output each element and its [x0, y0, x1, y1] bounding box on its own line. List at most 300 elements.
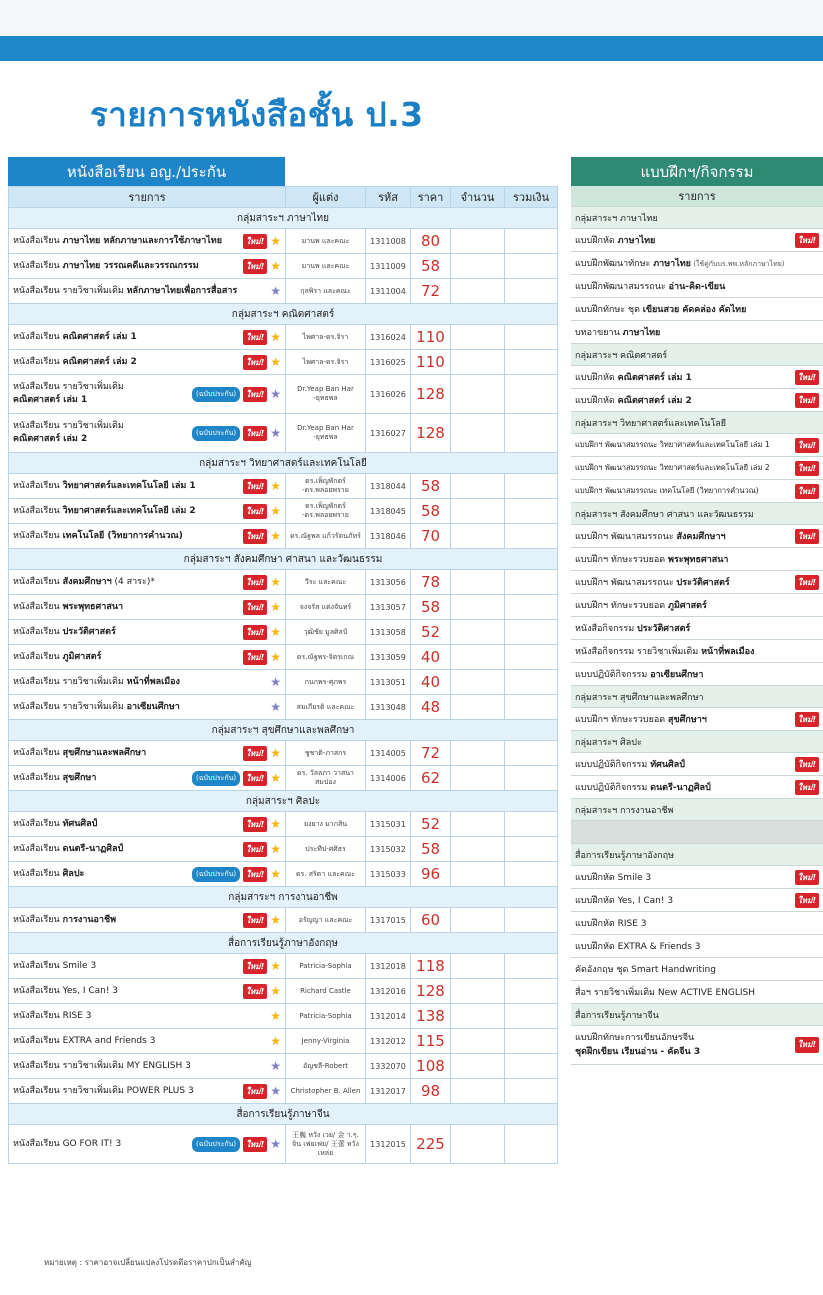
item-content	[575, 712, 819, 727]
item-subject: ประวัติศาสตร์	[637, 624, 691, 634]
quantity-cell[interactable]	[451, 620, 505, 645]
price-cell: 98	[411, 1079, 451, 1104]
author-cell: Patricia-Sophia	[286, 1004, 366, 1029]
code-cell: 1311004	[366, 279, 411, 304]
new-badge: ใหม่!	[243, 575, 267, 590]
new-badge: ใหม่!	[243, 842, 267, 857]
item-title	[575, 370, 692, 384]
item-prefix: หนังสือเรียน รายวิชาเพิ่มเติม MY ENGLISH 3	[13, 1060, 191, 1071]
item-content	[13, 1137, 281, 1152]
star-icon: ★	[270, 700, 281, 714]
price-cell: 72	[411, 279, 451, 304]
item-title	[575, 485, 759, 497]
list-item	[571, 708, 823, 731]
group-row	[9, 791, 558, 812]
item-prefix: คัดอังกฤษ ชุด Smart Handwriting	[575, 965, 716, 975]
item-tags	[243, 529, 281, 544]
group-title: กลุ่มสาระฯ การงานอาชีพ	[9, 887, 558, 908]
author-cell: ดร. วัลลภา วาสนาสมปอง	[286, 766, 366, 791]
group-row	[9, 720, 558, 741]
price-cell: 78	[411, 570, 451, 595]
quantity-cell[interactable]	[451, 695, 505, 720]
new-badge: ใหม่!	[795, 893, 819, 908]
new-badge: ใหม่!	[243, 913, 267, 928]
total-cell[interactable]	[505, 766, 558, 791]
item-title	[13, 331, 137, 344]
item-cell	[9, 1004, 286, 1029]
list-item	[571, 252, 823, 275]
author-cell: ชูชาติ-ภาสกร	[286, 741, 366, 766]
item-prefix: แบบฝึกหัด	[575, 373, 615, 383]
item-prefix: หนังสือเรียน รายวิชาเพิ่มเติม	[13, 701, 124, 712]
item-subject: ทัศนศิลป์	[650, 760, 685, 770]
item-cell	[571, 275, 823, 298]
col-item: รายการ	[9, 187, 286, 208]
item-subject: ทัศนศิลป์	[62, 818, 98, 829]
item-title	[13, 260, 199, 273]
author-cell: มานพ และคณะ	[286, 229, 366, 254]
item-prefix: แบบฝึกฯ พัฒนาสมรรถนะ วิทยาศาสตร์และเทคโนโลยี เล่ม 1	[575, 440, 770, 449]
item-cell	[9, 1079, 286, 1104]
item-tags	[243, 479, 281, 494]
item-content	[575, 484, 819, 499]
item-cell	[571, 594, 823, 617]
price-cell: 58	[411, 837, 451, 862]
item-cell	[571, 457, 823, 480]
price-cell: 80	[411, 229, 451, 254]
list-item	[571, 981, 823, 1004]
quantity-cell[interactable]	[451, 570, 505, 595]
quantity-cell[interactable]	[451, 524, 505, 549]
author-cell: ดร.เพ็ญพักตร์ -ดร.พลอยพราย	[286, 499, 366, 524]
item-cell	[571, 298, 823, 321]
list-item	[571, 457, 823, 480]
item-content	[13, 746, 281, 761]
item-prefix: หนังสือเรียน	[13, 331, 60, 342]
group-title: กลุ่มสาระฯ วิทยาศาสตร์และเทคโนโลยี	[571, 412, 823, 434]
quantity-cell[interactable]	[451, 645, 505, 670]
author-cell: Richard Castle	[286, 979, 366, 1004]
quantity-cell[interactable]	[451, 1004, 505, 1029]
group-title: กลุ่มสาระฯ วิทยาศาสตร์และเทคโนโลยี	[9, 453, 558, 474]
star-icon: ★	[270, 650, 281, 664]
total-cell[interactable]	[505, 279, 558, 304]
item-title	[13, 381, 124, 407]
author-cell: Jenny-Virginia	[286, 1029, 366, 1054]
quantity-cell[interactable]	[451, 1079, 505, 1104]
item-prefix: หนังสือเรียน	[13, 772, 60, 783]
item-subject: วิทยาศาสตร์และเทคโนโลยี เล่ม 1	[62, 480, 196, 491]
price-cell: 58	[411, 595, 451, 620]
author-cell: กุลพิรา และคณะ	[286, 279, 366, 304]
item-tags	[243, 913, 281, 928]
item-content	[575, 233, 819, 248]
item-cell	[9, 524, 286, 549]
code-cell: 1316025	[366, 350, 411, 375]
item-content	[575, 370, 819, 385]
item-content	[575, 279, 819, 293]
star-icon: ★	[270, 259, 281, 273]
new-badge: ใหม่!	[795, 712, 819, 727]
total-cell[interactable]	[505, 908, 558, 933]
group-row	[571, 844, 823, 866]
item-tags	[243, 984, 281, 999]
item-cell	[571, 366, 823, 389]
new-badge: ใหม่!	[243, 625, 267, 640]
item-title	[575, 757, 685, 771]
item-prefix: หนังสือเรียน	[13, 868, 60, 879]
group-title: สื่อการเรียนรู้ภาษาอังกฤษ	[9, 933, 558, 954]
new-badge: ใหม่!	[243, 600, 267, 615]
item-title	[13, 1010, 91, 1023]
item-content	[13, 676, 281, 689]
table-header-row	[571, 186, 823, 207]
list-item	[571, 275, 823, 298]
item-title	[13, 1138, 121, 1151]
item-prefix: แบบปฏิบัติกิจกรรม	[575, 670, 648, 680]
item-subject: ภาษาไทย	[622, 328, 661, 338]
item-subject: อาเซียนศึกษา	[650, 670, 704, 680]
col-code: รหัส	[366, 187, 411, 208]
quantity-cell[interactable]	[451, 741, 505, 766]
item-subject: ภาษาไทย วรรณคดีและวรรณกรรม	[62, 260, 199, 271]
item-title	[575, 462, 770, 474]
quantity-cell[interactable]	[451, 414, 505, 453]
item-content	[13, 984, 281, 999]
new-badge: ใหม่!	[243, 959, 267, 974]
item-cell	[9, 570, 286, 595]
item-cell	[9, 414, 286, 453]
item-subject: ศิลปะ	[62, 868, 85, 879]
item-cell	[9, 1054, 286, 1079]
code-cell: 1312014	[366, 1004, 411, 1029]
group-title: สื่อการเรียนรู้ภาษาจีน	[9, 1104, 558, 1125]
list-item	[571, 321, 823, 344]
item-content	[575, 780, 819, 795]
table-row	[9, 524, 558, 549]
quantity-cell[interactable]	[451, 375, 505, 414]
item-content	[13, 913, 281, 928]
col-total: รวมเงิน	[505, 187, 558, 208]
table-row	[9, 1004, 558, 1029]
code-cell: 1311009	[366, 254, 411, 279]
price-cell: 52	[411, 620, 451, 645]
author-cell: อรัญญา และคณะ	[286, 908, 366, 933]
quantity-cell[interactable]	[451, 229, 505, 254]
item-subject: ดนตรี-นาฏศิลป์	[650, 783, 711, 793]
item-title	[575, 985, 755, 999]
item-cell	[571, 981, 823, 1004]
code-cell: 1312018	[366, 954, 411, 979]
new-badge: ใหม่!	[243, 234, 267, 249]
total-cell[interactable]	[505, 979, 558, 1004]
total-cell[interactable]	[505, 1125, 558, 1164]
star-icon: ★	[270, 1084, 281, 1098]
item-prefix: แบบฝึกทักษะการเขียนอักษรจีน	[575, 1033, 695, 1043]
item-content	[575, 598, 819, 612]
author-cell: Dr.Yeap Ban Har -ยุทธพล	[286, 414, 366, 453]
item-content	[13, 529, 281, 544]
total-cell[interactable]	[505, 254, 558, 279]
item-title	[13, 843, 123, 856]
new-badge: ใหม่!	[243, 1084, 267, 1099]
quantity-cell[interactable]	[451, 254, 505, 279]
total-cell[interactable]	[505, 1079, 558, 1104]
item-cell	[9, 325, 286, 350]
table-row	[9, 595, 558, 620]
quantity-cell[interactable]	[451, 979, 505, 1004]
item-content	[13, 420, 281, 446]
table-row	[9, 279, 558, 304]
item-content	[13, 959, 281, 974]
star-icon: ★	[270, 387, 281, 401]
quantity-cell[interactable]	[451, 862, 505, 887]
item-prefix: หนังสือกิจกรรม	[575, 624, 635, 634]
group-title: กลุ่มสาระฯ คณิตศาสตร์	[571, 344, 823, 366]
item-cell	[9, 474, 286, 499]
item-content	[575, 916, 819, 930]
quantity-cell[interactable]	[451, 1054, 505, 1079]
total-cell[interactable]	[505, 670, 558, 695]
item-content	[575, 962, 819, 976]
item-tags	[192, 426, 281, 441]
total-cell[interactable]	[505, 499, 558, 524]
table-row	[9, 979, 558, 1004]
total-cell[interactable]	[505, 954, 558, 979]
item-prefix: หนังสือเรียน รายวิชาเพิ่มเติม POWER PLUS 3	[13, 1085, 194, 1096]
quantity-cell[interactable]	[451, 350, 505, 375]
table-row	[9, 350, 558, 375]
price-cell: 62	[411, 766, 451, 791]
item-subject: คณิตศาสตร์ เล่ม 1	[62, 331, 137, 342]
list-item	[571, 617, 823, 640]
item-prefix: แบบฝึกฯ พัฒนาสมรรถนะ	[575, 532, 674, 542]
new-badge: ใหม่!	[243, 426, 267, 441]
item-cell	[571, 889, 823, 912]
item-title	[13, 285, 237, 298]
total-cell[interactable]	[505, 741, 558, 766]
item-subject: อ่าน-คิด-เขียน	[668, 282, 726, 292]
item-title	[575, 939, 701, 953]
empty-row	[571, 821, 823, 844]
item-title	[575, 393, 692, 407]
item-content	[13, 330, 281, 345]
item-prefix: แบบฝึกหัด EXTRA & Friends 3	[575, 942, 701, 952]
workbook-table	[571, 186, 823, 1065]
item-prefix: หนังสือเรียน รายวิชาเพิ่มเติม	[13, 421, 124, 431]
item-content	[13, 285, 281, 298]
item-title	[13, 818, 97, 831]
item-prefix: แบบฝึกฯ พัฒนาสมรรถนะ วิทยาศาสตร์และเทคโนโลยี เล่ม 2	[575, 463, 770, 472]
item-subject: คณิตศาสตร์ เล่ม 2	[62, 356, 137, 367]
total-cell[interactable]	[505, 1029, 558, 1054]
total-cell[interactable]	[505, 325, 558, 350]
item-tags	[243, 817, 281, 832]
quantity-cell[interactable]	[451, 837, 505, 862]
quantity-cell[interactable]	[451, 908, 505, 933]
total-cell[interactable]	[505, 1054, 558, 1079]
code-cell: 1316027	[366, 414, 411, 453]
item-tags	[243, 234, 281, 249]
code-cell: 1317015	[366, 908, 411, 933]
item-content	[13, 504, 281, 519]
header-band	[0, 36, 823, 61]
star-icon: ★	[270, 504, 281, 518]
total-cell[interactable]	[505, 862, 558, 887]
item-title	[13, 747, 146, 760]
item-title	[575, 302, 746, 316]
quantity-cell[interactable]	[451, 670, 505, 695]
total-cell[interactable]	[505, 524, 558, 549]
item-prefix: หนังสือเรียน	[13, 576, 60, 587]
item-content	[575, 644, 819, 658]
total-cell[interactable]	[505, 620, 558, 645]
total-cell[interactable]	[505, 229, 558, 254]
star-icon: ★	[270, 913, 281, 927]
star-icon: ★	[270, 984, 281, 998]
item-prefix: แบบฝึกฯ พัฒนาสมรรถนะ	[575, 578, 674, 588]
total-cell[interactable]	[505, 414, 558, 453]
item-cell	[9, 645, 286, 670]
item-tags	[243, 575, 281, 590]
item-content	[575, 757, 819, 772]
group-title: กลุ่มสาระฯ การงานอาชีพ	[571, 799, 823, 821]
quantity-cell[interactable]	[451, 766, 505, 791]
item-prefix: แบบปฏิบัติกิจกรรม	[575, 760, 648, 770]
item-subject: หลักภาษาไทยเพื่อการสื่อสาร	[126, 285, 238, 296]
textbook-table	[8, 186, 558, 1164]
table-row	[9, 499, 558, 524]
total-cell[interactable]	[505, 474, 558, 499]
right-table-header: แบบฝึกฯ/กิจกรรม	[571, 157, 823, 186]
code-cell: 1312012	[366, 1029, 411, 1054]
code-cell: 1315033	[366, 862, 411, 887]
table-row	[9, 645, 558, 670]
item-prefix: หนังสือเรียน รายวิชาเพิ่มเติม	[13, 382, 124, 392]
total-cell[interactable]	[505, 570, 558, 595]
total-cell[interactable]	[505, 375, 558, 414]
star-icon: ★	[270, 867, 281, 881]
quantity-cell[interactable]	[451, 474, 505, 499]
list-item	[571, 571, 823, 594]
new-badge: ใหม่!	[795, 233, 819, 248]
item-cell	[571, 753, 823, 776]
quantity-cell[interactable]	[451, 595, 505, 620]
group-title: กลุ่มสาระฯ สังคมศึกษา ศาสนา และวัฒนธรรม	[571, 503, 823, 525]
item-title	[575, 575, 730, 589]
author-cell: วุฒิชัย มูลศิลป์	[286, 620, 366, 645]
item-subject: ภาษาไทย	[617, 236, 656, 246]
item-subject: คณิตศาสตร์ เล่ม 2	[617, 396, 692, 406]
total-cell[interactable]	[505, 695, 558, 720]
total-cell[interactable]	[505, 595, 558, 620]
item-prefix: หนังสือเรียน EXTRA and Friends 3	[13, 1035, 156, 1046]
item-prefix: บทอาขยาน	[575, 328, 620, 338]
quantity-cell[interactable]	[451, 279, 505, 304]
item-prefix: แบบฝึกทักษะ ชุด	[575, 305, 640, 315]
item-cell	[9, 254, 286, 279]
item-subject: หน้าที่พลเมือง	[126, 676, 180, 687]
item-prefix: หนังสือเรียน	[13, 505, 60, 516]
item-cell	[571, 252, 823, 275]
item-subject: สังคมศึกษาฯ	[676, 532, 726, 542]
new-badge: ใหม่!	[243, 259, 267, 274]
quantity-cell[interactable]	[451, 499, 505, 524]
item-content	[13, 701, 281, 714]
group-title: กลุ่มสาระฯ สังคมศึกษา ศาสนา และวัฒนธรรม	[9, 549, 558, 570]
item-title	[13, 480, 196, 493]
list-item	[571, 548, 823, 571]
new-badge: ใหม่!	[243, 771, 267, 786]
total-cell[interactable]	[505, 837, 558, 862]
table-row	[9, 670, 558, 695]
item-cell	[9, 595, 286, 620]
item-prefix: หนังสือเรียน รายวิชาเพิ่มเติม	[13, 285, 124, 296]
item-subject: วิทยาศาสตร์และเทคโนโลยี เล่ม 2	[62, 505, 196, 516]
item-title	[13, 676, 180, 689]
new-badge: ใหม่!	[243, 504, 267, 519]
quantity-cell[interactable]	[451, 812, 505, 837]
list-item	[571, 229, 823, 252]
item-content	[575, 621, 819, 635]
item-cell	[9, 741, 286, 766]
quantity-cell[interactable]	[451, 1125, 505, 1164]
star-icon: ★	[270, 529, 281, 543]
item-content	[575, 870, 819, 885]
item-cell	[571, 571, 823, 594]
item-subject: ชุดฝึกเขียน เรียนอ่าน - คัดจีน 3	[575, 1047, 701, 1057]
item-content	[13, 381, 281, 407]
item-subject: คณิตศาสตร์ เล่ม 2	[13, 434, 88, 444]
total-cell[interactable]	[505, 350, 558, 375]
item-cell	[571, 663, 823, 686]
item-tags	[270, 1060, 281, 1072]
item-title	[13, 1035, 155, 1048]
price-cell: 48	[411, 695, 451, 720]
item-prefix: สื่อฯ รายวิชาเพิ่มเติม New ACTIVE ENGLISH	[575, 988, 756, 998]
item-cell	[9, 670, 286, 695]
code-cell: 1312017	[366, 1079, 411, 1104]
star-icon: ★	[270, 959, 281, 973]
item-content	[575, 325, 819, 339]
new-badge: ใหม่!	[243, 1137, 267, 1152]
item-prefix: หนังสือเรียน GO FOR IT! 3	[13, 1138, 122, 1149]
item-title	[575, 552, 728, 566]
quantity-cell[interactable]	[451, 325, 505, 350]
quantity-cell[interactable]	[451, 954, 505, 979]
group-row	[571, 1004, 823, 1026]
table-header-row	[9, 187, 558, 208]
item-content	[13, 867, 281, 882]
item-prefix: หนังสือเรียน	[13, 601, 60, 612]
item-subject: สุขศึกษาฯ	[668, 715, 707, 725]
total-cell[interactable]	[505, 812, 558, 837]
item-content	[575, 256, 819, 270]
item-title	[575, 598, 707, 612]
star-icon: ★	[270, 330, 281, 344]
total-cell[interactable]	[505, 645, 558, 670]
item-prefix: หนังสือเรียน Smile 3	[13, 960, 97, 971]
item-prefix: แบบฝึกฯ ทักษะรวบยอด	[575, 601, 666, 611]
quantity-cell[interactable]	[451, 1029, 505, 1054]
price-cell: 128	[411, 414, 451, 453]
item-subject: เขียนสวย คัดคล่อง คัดไทย	[642, 305, 747, 315]
item-title	[575, 962, 716, 976]
list-item	[571, 663, 823, 686]
author-cell: มานพ และคณะ	[286, 254, 366, 279]
total-cell[interactable]	[505, 1004, 558, 1029]
item-cell	[571, 912, 823, 935]
